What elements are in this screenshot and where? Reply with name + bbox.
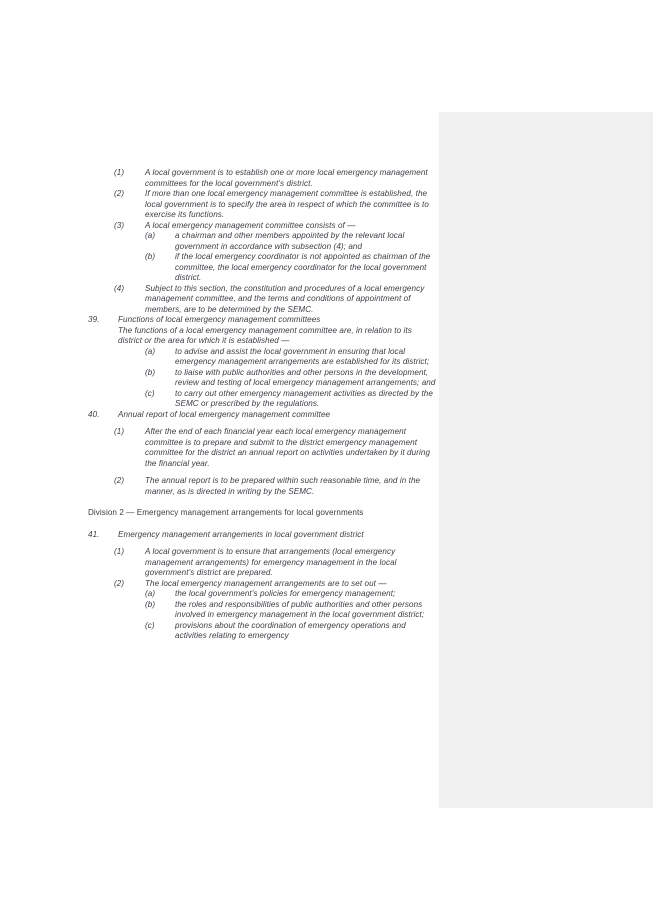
vertical-spacer	[88, 540, 438, 547]
clause-text: Subject to this section, the constitution and procedures of a local emergency management committee, and the terms and conditions of appointment of members, are to be determined by the SEMC.	[145, 283, 425, 314]
subsection-row	[88, 284, 438, 316]
clause-text: to advise and assist the local government in ensuring that local emergency management arrangements are established for its district;	[175, 346, 430, 366]
paragraph-row	[88, 389, 438, 410]
clause-text: to carry out other emergency management activities as directed by the SEMC or prescribed by the regulations.	[175, 388, 433, 408]
paragraph-marker: (a)	[145, 231, 156, 240]
vertical-spacer	[88, 497, 438, 508]
clause-text: The annual report is to be prepared within such reasonable time, and in the manner, as is directed in writing by the SEMC.	[145, 476, 421, 496]
paragraph-row	[88, 252, 438, 284]
subsection-row	[88, 476, 438, 497]
paragraph-marker: (a)	[145, 589, 156, 598]
subsection-marker: (1)	[114, 427, 125, 436]
subsection-marker: (2)	[114, 476, 125, 485]
clause-text: to liaise with public authorities and other persons in the development, review and testing of local emergency management arrangements; and	[175, 367, 436, 387]
subsection-marker: (2)	[114, 189, 125, 198]
subsection-marker: (3)	[114, 220, 125, 230]
document-body	[88, 168, 438, 642]
paragraph-row	[88, 347, 438, 368]
text-row	[88, 326, 438, 347]
section-heading-row	[88, 410, 438, 421]
section-heading-row	[88, 315, 438, 326]
paragraph-row	[88, 621, 438, 642]
clause-text: The local emergency management arrangements are to set out —	[145, 578, 387, 588]
subsection-row	[88, 427, 438, 469]
paragraph-marker: (b)	[145, 367, 156, 377]
subsection-marker: (2)	[114, 578, 125, 588]
section-number: 41.	[88, 529, 100, 539]
clause-text: A local government is to ensure that arrangements (local emergency management arrangements) for emergency management in the local government’s district are prepared.	[145, 547, 397, 577]
clause-text: The functions of a local emergency management committee are, in relation to its district or the area for which it is established —	[118, 325, 412, 345]
section-title-text: Functions of local emergency management committees	[118, 315, 321, 324]
vertical-spacer	[88, 420, 438, 427]
clause-text: After the end of each financial year each local emergency management committee is to prepare and submit to the district emergency management committee for the district an annual report on activities undertaken by it during the financial year.	[145, 427, 431, 468]
subsection-row	[88, 547, 438, 579]
division-heading: Division 2 — Emergency management arrangements for local governments	[88, 508, 364, 517]
paragraph-marker: (b)	[145, 252, 156, 261]
subsection-row	[88, 168, 438, 189]
section-number: 39.	[88, 315, 100, 324]
clause-text: a chairman and other members appointed by the relevant local government in accordance with subsection (4); and	[175, 231, 405, 251]
section-heading-row	[88, 530, 438, 541]
section-title-text: Annual report of local emergency management committee	[118, 409, 331, 419]
subsection-marker: (1)	[114, 547, 125, 556]
section-title-text: Emergency management arrangements in local government district	[118, 529, 364, 539]
paragraph-row	[88, 600, 438, 621]
clause-text: A local government is to establish one or more local emergency management committees for the local government’s district.	[145, 168, 428, 188]
paragraph-marker: (b)	[145, 599, 156, 609]
clause-text: if the local emergency coordinator is not appointed as chairman of the committee, the local emergency coordinator for the local government district.	[175, 252, 431, 282]
clause-text: the roles and responsibilities of public authorities and other persons involved in emergency management in the local government district;	[175, 599, 425, 619]
clause-text: A local emergency management committee consists of —	[145, 220, 356, 230]
paragraph-row	[88, 589, 438, 600]
subsection-marker: (4)	[114, 283, 125, 293]
subsection-row	[88, 189, 438, 221]
paragraph-row	[88, 368, 438, 389]
paragraph-marker: (c)	[145, 388, 155, 398]
vertical-spacer	[88, 519, 438, 530]
vertical-spacer	[88, 469, 438, 476]
subsection-row	[88, 579, 438, 590]
section-number: 40.	[88, 409, 100, 419]
clause-text: the local government’s policies for emergency management;	[175, 589, 396, 598]
clause-text: If more than one local emergency management committee is established, the local government is to specify the area in respect of which the committee is to exercise its functions.	[145, 189, 429, 219]
clause-text: provisions about the coordination of emergency operations and activities relating to emergency	[175, 620, 406, 640]
paragraph-marker: (a)	[145, 346, 156, 356]
paragraph-marker: (c)	[145, 620, 155, 630]
paragraph-row	[88, 231, 438, 252]
subsection-row	[88, 221, 438, 232]
subsection-marker: (1)	[114, 168, 125, 177]
